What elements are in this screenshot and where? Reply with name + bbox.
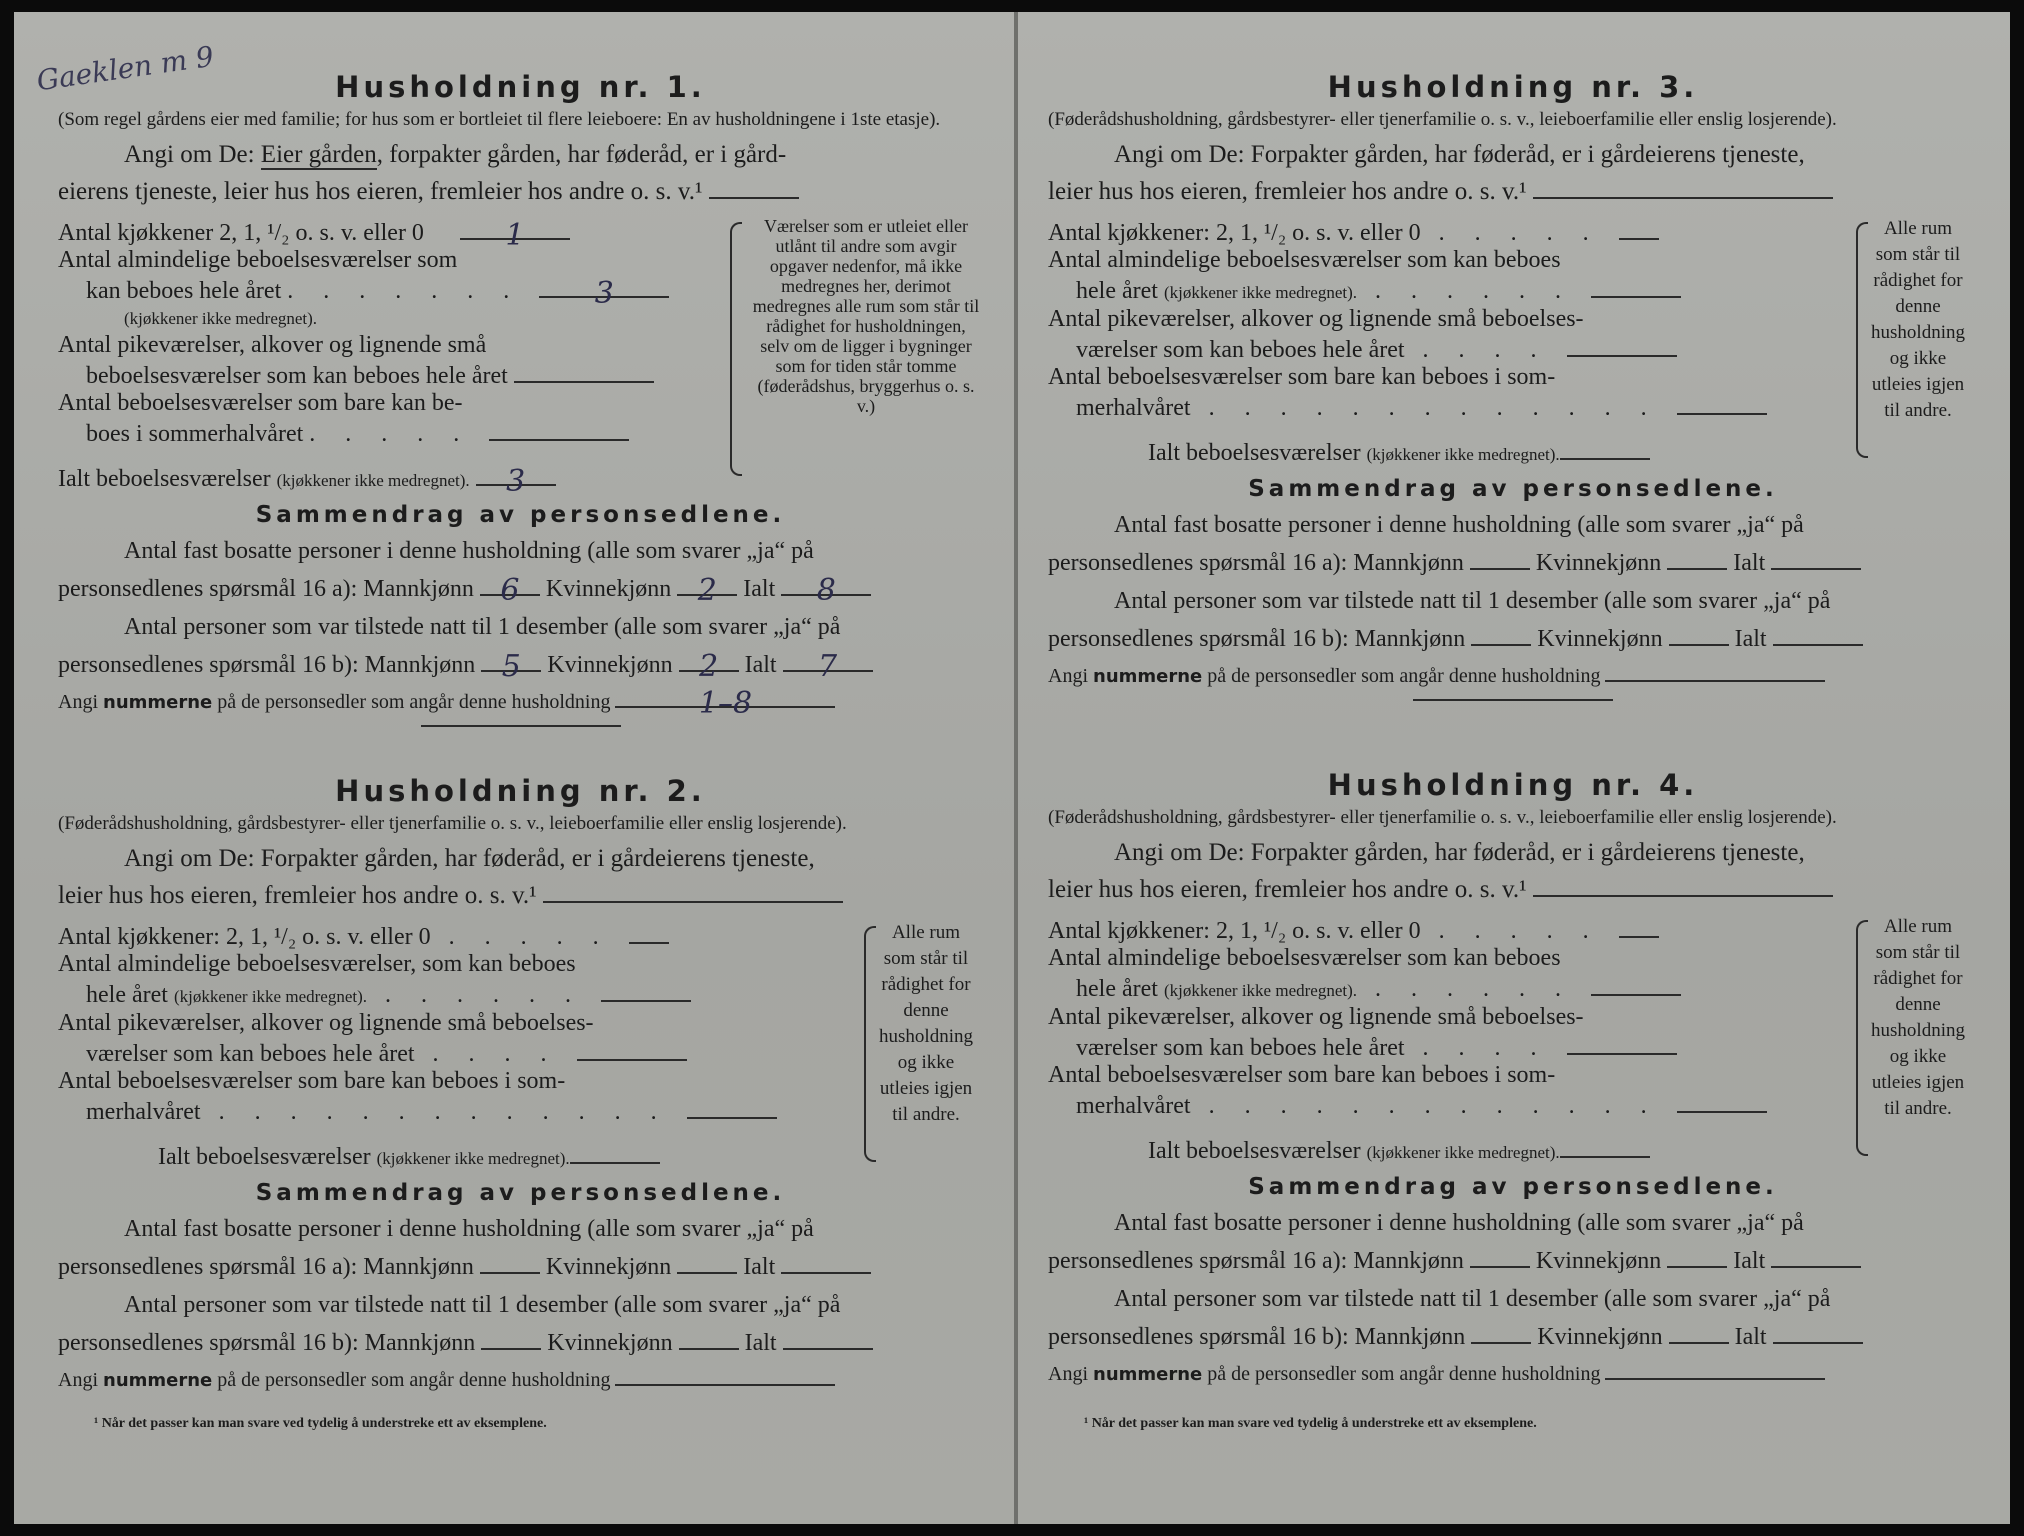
handwritten-margin-note: Gaeklen m 9 [34,39,216,98]
household-3-present-total[interactable] [1773,622,1863,646]
household-3-note: (Føderådshusholdning, gårdsbestyrer- eller tjenerfamilie o. s. v., leieboerfamilie eller enslig losjerende). [1048,109,1837,130]
household-2-numbers-row: Angi nummerne på de personsedler som angår denne husholdning [58,1362,983,1397]
household-1-side-note: Værelser som er utleiet eller utlånt til andre som avgir opgaver nedenfor, må ikke medregnes her, derimot medregnes alle rum som står til rådighet for husholdningen, selv om de ligger i bygninger som for tiden står tomme (føderådshus, bryggerhus o. s. v.) [752,216,980,416]
household-1-resident-male[interactable]: 6 [480,570,540,608]
footnote-right: ¹ Når det passer kan man svare ved tydelig å understreke ett av eksemplene. [1084,1416,1537,1431]
household-2-resident-female[interactable] [677,1250,737,1274]
household-3-rooms: Antal kjøkkener: 2, 1, ¹/₂ o. s. v. eller 0 . . . . . Antal almindelige beboelsesværelser som kan beboes hele året (kjøkkener ikke medregnet). . . . . . . Antal pikeværelser, alkover og lignende små beboelses- værelser som kan beboes hele året . . . . Antal beboelsesværelser som bare kan beboes i som- merhalvåret . . . . . . . . . . . . . Ialt beboelsesværelser (kjøkkener ikke medregnet). Alle rum som står til rådighet for denne husholdning og ikke utleies igjen til andre. [1048,216,1978,462]
household-1-angi: Angi om De: Eier gården, forpakter gården, har føderåd, er i gård- [124,141,787,168]
household-4-resident-female[interactable] [1667,1244,1727,1268]
household-4-present-male[interactable] [1471,1320,1531,1344]
household-4-section: Husholdning nr. 4. (Føderådshusholdning, gårdsbestyrer- eller tjenerfamilie o. s. v., leieboerfamilie eller enslig losjerende). Angi om De: Forpakter gården, har føderåd, er i gårdeierens tjeneste, leier hus hos eieren, fremleier hos andre o. s. v.¹ Antal kjøkkener: 2, 1, ¹/₂ o. s. v. eller 0 . . . . . Antal almindelige beboelsesværelser som kan beboes hele året (kjøkkener ikke medregnet). . . . . . . Antal pikeværelser, alkover og lignende små beboelses- værelser som kan beboes hele året . . . . Antal beboelsesværelser som bare kan beboes i som- merhalvåret . . . . . . . . . . . . . Ialt beboelsesværelser (kjøkkener ikke medregnet). Alle rum som står til rådighet for denne husholdning og ikke utleies igjen til andre. Sammendrag av personsedlene. Antal fast bosatte personer i denne husholdning (alle som svarer „ja“ på personsedlenes spørsmål 16 a): Mannkjønn Kvinnekjønn Ialt Antal personer som var tilstede natt til 1 desember (alle som svarer „ja“ på personsedlenes spørsmål 16 b): Mannkjønn Kvinnekjønn Ialt Angi nummerne på de personsedler som angår denne husholdning [1048,768,1978,1391]
household-1-angi-selected: Eier gården [260,141,377,168]
household-4-title: Husholdning nr. 4. [1327,768,1699,802]
household-2-angi-blank[interactable] [543,879,843,903]
household-3-maid-rooms-field[interactable] [1567,333,1677,357]
household-1-resident-female[interactable]: 2 [677,570,737,608]
household-1-numbers-row: Angi nummerne på de personsedler som angår denne husholdning 1–8 [58,684,983,719]
household-3-rooms-field[interactable] [1591,274,1681,298]
household-1-section: Husholdning nr. 1. (Som regel gårdens eier med familie; for hus som er bortleiet til flere leieboere: En av husholdningene i 1ste etasje). Angi om De: Eier gården, forpakter gården, har føderåd, er i gård- eierens tjeneste, leier hus hos eieren, fremleier hos andre o. s. v.¹ Antal kjøkkener 2, 1, ¹/₂ o. s. v. eller 0 1 Antal almindelige beboelsesværelser som kan beboes hele året . . . . . . . 3 (kjøkkener ikke medregnet). Antal pikeværelser, alkover og lignende små beboelsesværelser som kan beboes hele året Antal beboelsesværelser som bare kan be- boes i sommerhalvåret . . . . . Ialt beboelsesværelser (kjøkkener ikke medregnet). 3 Værelser som er utleiet eller utlånt til andre som avgir opgaver nedenfor, må ikke medregnes her, derimot medregnes alle rum som står til rådighet for husholdningen, selv om de ligger i bygninger som for tiden står tomme (føderådshus, bryggerhus o. s. v.) Sammendrag av personsedlene. Antal fast bosatte personer i denne husholdning (alle som svarer „ja“ på personsedlenes spørsmål 16 a): Mannkjønn 6 Kvinnekjønn 2 Ialt 8 Antal personer som var tilstede natt til 1 desember (alle som svarer „ja“ på personsedlenes spørsmål 16 b): Mannkjønn 5 Kvinnekjønn 2 Ialt 7 Angi nummerne på de personsedler som angår denne husholdning 1–8 [58,70,983,737]
left-page [14,12,1014,1524]
household-1-numbers-field[interactable]: 1–8 [615,684,835,718]
household-1-resident-total[interactable]: 8 [781,570,871,608]
household-3-numbers-row: Angi nummerne på de personsedler som angår denne husholdning [1048,658,1978,693]
household-3-angi-blank[interactable] [1533,175,1833,199]
household-1-summer-rooms-field[interactable] [489,417,629,441]
household-1-angi-blank[interactable] [709,175,799,199]
household-1-resident-row: personsedlenes spørsmål 16 a): Mannkjønn 6 Kvinnekjønn 2 Ialt 8 [58,570,983,608]
household-1-present-total[interactable]: 7 [783,646,873,684]
household-1-present-male[interactable]: 5 [481,646,541,684]
household-4-resident-total[interactable] [1771,1244,1861,1268]
household-2-summary-title: Sammendrag av personsedlene. [255,1180,786,1206]
household-2-rooms: Antal kjøkkener: 2, 1, ¹/₂ o. s. v. eller 0 . . . . . Antal almindelige beboelsesværelser, som kan beboes hele året (kjøkkener ikke medregnet). . . . . . . Antal pikeværelser, alkover og lignende små beboelses- værelser som kan beboes hele året . . . . Antal beboelsesværelser som bare kan beboes i som- merhalvåret . . . . . . . . . . . . . Ialt beboelsesværelser (kjøkkener ikke medregnet). Alle rum som står til rådighet for denne husholdning og ikke utleies igjen til andre. [58,920,983,1166]
household-1-present-female[interactable]: 2 [679,646,739,684]
household-2-resident-male[interactable] [480,1250,540,1274]
household-1-total-rooms-field[interactable]: 3 [476,462,556,493]
household-2-section: Husholdning nr. 2. (Føderådshusholdning, gårdsbestyrer- eller tjenerfamilie o. s. v., leieboerfamilie eller enslig losjerende). Angi om De: Forpakter gården, har føderåd, er i gårdeierens tjeneste, leier hus hos eieren, fremleier hos andre o. s. v.¹ Antal kjøkkener: 2, 1, ¹/₂ o. s. v. eller 0 . . . . . Antal almindelige beboelsesværelser, som kan beboes hele året (kjøkkener ikke medregnet). . . . . . . Antal pikeværelser, alkover og lignende små beboelses- værelser som kan beboes hele året . . . . Antal beboelsesværelser som bare kan beboes i som- merhalvåret . . . . . . . . . . . . . Ialt beboelsesværelser (kjøkkener ikke medregnet). Alle rum som står til rådighet for denne husholdning og ikke utleies igjen til andre. Sammendrag av personsedlene. Antal fast bosatte personer i denne husholdning (alle som svarer „ja“ på personsedlenes spørsmål 16 a): Mannkjønn Kvinnekjønn Ialt Antal personer som var tilstede natt til 1 desember (alle som svarer „ja“ på personsedlenes spørsmål 16 b): Mannkjønn Kvinnekjønn Ialt Angi nummerne på de personsedler som angår denne husholdning [58,774,983,1397]
household-4-brace [1856,920,1868,1156]
household-2-present-total[interactable] [783,1326,873,1350]
household-1-kitchens-field[interactable]: 1 [460,216,570,247]
household-4-maid-rooms-field[interactable] [1567,1031,1677,1055]
household-1-separator [421,725,621,727]
household-2-resident-total[interactable] [781,1250,871,1274]
household-3-resident-male[interactable] [1470,546,1530,570]
household-3-section: Husholdning nr. 3. (Føderådshusholdning, gårdsbestyrer- eller tjenerfamilie o. s. v., leieboerfamilie eller enslig losjerende). Angi om De: Forpakter gården, har føderåd, er i gårdeierens tjeneste, leier hus hos eieren, fremleier hos andre o. s. v.¹ Antal kjøkkener: 2, 1, ¹/₂ o. s. v. eller 0 . . . . . Antal almindelige beboelsesværelser som kan beboes hele året (kjøkkener ikke medregnet). . . . . . . Antal pikeværelser, alkover og lignende små beboelses- værelser som kan beboes hele året . . . . Antal beboelsesværelser som bare kan beboes i som- merhalvåret . . . . . . . . . . . . . Ialt beboelsesværelser (kjøkkener ikke medregnet). Alle rum som står til rådighet for denne husholdning og ikke utleies igjen til andre. Sammendrag av personsedlene. Antal fast bosatte personer i denne husholdning (alle som svarer „ja“ på personsedlenes spørsmål 16 a): Mannkjønn Kvinnekjønn Ialt Antal personer som var tilstede natt til 1 desember (alle som svarer „ja“ på personsedlenes spørsmål 16 b): Mannkjønn Kvinnekjønn Ialt Angi nummerne på de personsedler som angår denne husholdning [1048,70,1978,711]
household-2-present-female[interactable] [679,1326,739,1350]
household-4-present-row: personsedlenes spørsmål 16 b): Mannkjønn Kvinnekjønn Ialt [1048,1318,1978,1356]
household-4-angi: Angi om De: Forpakter gården, har føderåd, er i gårdeierens tjeneste, [1114,839,1805,866]
household-4-resident-male[interactable] [1470,1244,1530,1268]
household-2-kitchens-field[interactable] [629,920,669,944]
household-2-side-note: Alle rum som står til rådighet for denne husholdning og ikke utleies igjen til andre. [879,922,973,1125]
household-2-summer-rooms-field[interactable] [687,1095,777,1119]
household-3-resident-total[interactable] [1771,546,1861,570]
household-2-maid-rooms-field[interactable] [577,1037,687,1061]
household-3-present-male[interactable] [1471,622,1531,646]
household-2-total-rooms-field[interactable] [570,1140,660,1164]
household-2-rooms-field[interactable] [601,978,691,1002]
household-4-numbers-field[interactable] [1605,1356,1825,1380]
household-3-numbers-field[interactable] [1605,658,1825,682]
household-3-side-note: Alle rum som står til rådighet for denne husholdning og ikke utleies igjen til andre. [1871,218,1965,421]
household-2-angi: Angi om De: Forpakter gården, har føderåd, er i gårdeierens tjeneste, [124,845,815,872]
household-1-rooms-field[interactable]: 3 [539,274,669,305]
household-3-total-rooms-field[interactable] [1560,436,1650,460]
household-4-present-female[interactable] [1669,1320,1729,1344]
household-4-summary-title: Sammendrag av personsedlene. [1248,1174,1778,1200]
footnote-left: ¹ Når det passer kan man svare ved tydelig å understreke ett av eksemplene. [94,1416,547,1431]
household-3-resident-female[interactable] [1667,546,1727,570]
household-1-brace [730,222,742,476]
household-3-title: Husholdning nr. 3. [1327,70,1699,104]
household-2-resident-row: personsedlenes spørsmål 16 a): Mannkjønn Kvinnekjønn Ialt [58,1248,983,1286]
household-4-resident-row: personsedlenes spørsmål 16 a): Mannkjønn Kvinnekjønn Ialt [1048,1242,1978,1280]
household-3-present-row: personsedlenes spørsmål 16 b): Mannkjønn Kvinnekjønn Ialt [1048,620,1978,658]
household-3-summer-rooms-field[interactable] [1677,391,1767,415]
household-4-summer-rooms-field[interactable] [1677,1089,1767,1113]
household-4-angi-blank[interactable] [1533,873,1833,897]
household-2-title: Husholdning nr. 2. [335,774,706,808]
household-2-present-row: personsedlenes spørsmål 16 b): Mannkjønn Kvinnekjønn Ialt [58,1324,983,1362]
household-3-present-female[interactable] [1669,622,1729,646]
right-page [1018,12,2010,1524]
household-2-brace [864,926,876,1162]
household-1-rooms: Antal kjøkkener 2, 1, ¹/₂ o. s. v. eller 0 1 Antal almindelige beboelsesværelser som kan beboes hele året . . . . . . . 3 (kjøkkener ikke medregnet). Antal pikeværelser, alkover og lignende små beboelsesværelser som kan beboes hele året Antal beboelsesværelser som bare kan be- boes i sommerhalvåret . . . . . Ialt beboelsesværelser (kjøkkener ikke medregnet). 3 Værelser som er utleiet eller utlånt til andre som avgir opgaver nedenfor, må ikke medregnes her, derimot medregnes alle rum som står til rådighet for husholdningen, selv om de ligger i bygninger som for tiden står tomme (føderådshus, bryggerhus o. s. v.) [58,216,983,488]
household-3-resident-row: personsedlenes spørsmål 16 a): Mannkjønn Kvinnekjønn Ialt [1048,544,1978,582]
household-2-present-male[interactable] [481,1326,541,1350]
household-3-separator [1413,699,1613,701]
household-2-note: (Føderådshusholdning, gårdsbestyrer- eller tjenerfamilie o. s. v., leieboerfamilie eller enslig losjerende). [58,813,847,834]
household-1-angi-line2: eierens tjeneste, leier hus hos eieren, fremleier hos andre o. s. v.¹ [58,174,983,210]
household-4-rooms-field[interactable] [1591,972,1681,996]
household-4-present-total[interactable] [1773,1320,1863,1344]
household-4-side-note: Alle rum som står til rådighet for denne husholdning og ikke utleies igjen til andre. [1871,916,1965,1119]
household-1-note: (Som regel gårdens eier med familie; for hus som er bortleiet til flere leieboere: En av husholdningene i 1ste etasje). [58,109,941,130]
household-3-kitchens-field[interactable] [1619,216,1659,240]
household-4-kitchens-field[interactable] [1619,914,1659,938]
household-1-maid-rooms-field[interactable] [514,359,654,383]
household-3-angi: Angi om De: Forpakter gården, har føderåd, er i gårdeierens tjeneste, [1114,141,1805,168]
household-1-present-row: personsedlenes spørsmål 16 b): Mannkjønn 5 Kvinnekjønn 2 Ialt 7 [58,646,983,684]
household-2-numbers-field[interactable] [615,1362,835,1386]
household-3-summary-title: Sammendrag av personsedlene. [1248,476,1778,502]
household-4-numbers-row: Angi nummerne på de personsedler som angår denne husholdning [1048,1356,1978,1391]
household-4-note: (Føderådshusholdning, gårdsbestyrer- eller tjenerfamilie o. s. v., leieboerfamilie eller enslig losjerende). [1048,807,1837,828]
household-1-summary-title: Sammendrag av personsedlene. [255,502,786,528]
household-3-brace [1856,222,1868,458]
household-1-title: Husholdning nr. 1. [335,70,706,104]
household-4-total-rooms-field[interactable] [1560,1134,1650,1158]
household-4-rooms: Antal kjøkkener: 2, 1, ¹/₂ o. s. v. eller 0 . . . . . Antal almindelige beboelsesværelser som kan beboes hele året (kjøkkener ikke medregnet). . . . . . . Antal pikeværelser, alkover og lignende små beboelses- værelser som kan beboes hele året . . . . Antal beboelsesværelser som bare kan beboes i som- merhalvåret . . . . . . . . . . . . . Ialt beboelsesværelser (kjøkkener ikke medregnet). Alle rum som står til rådighet for denne husholdning og ikke utleies igjen til andre. [1048,914,1978,1160]
